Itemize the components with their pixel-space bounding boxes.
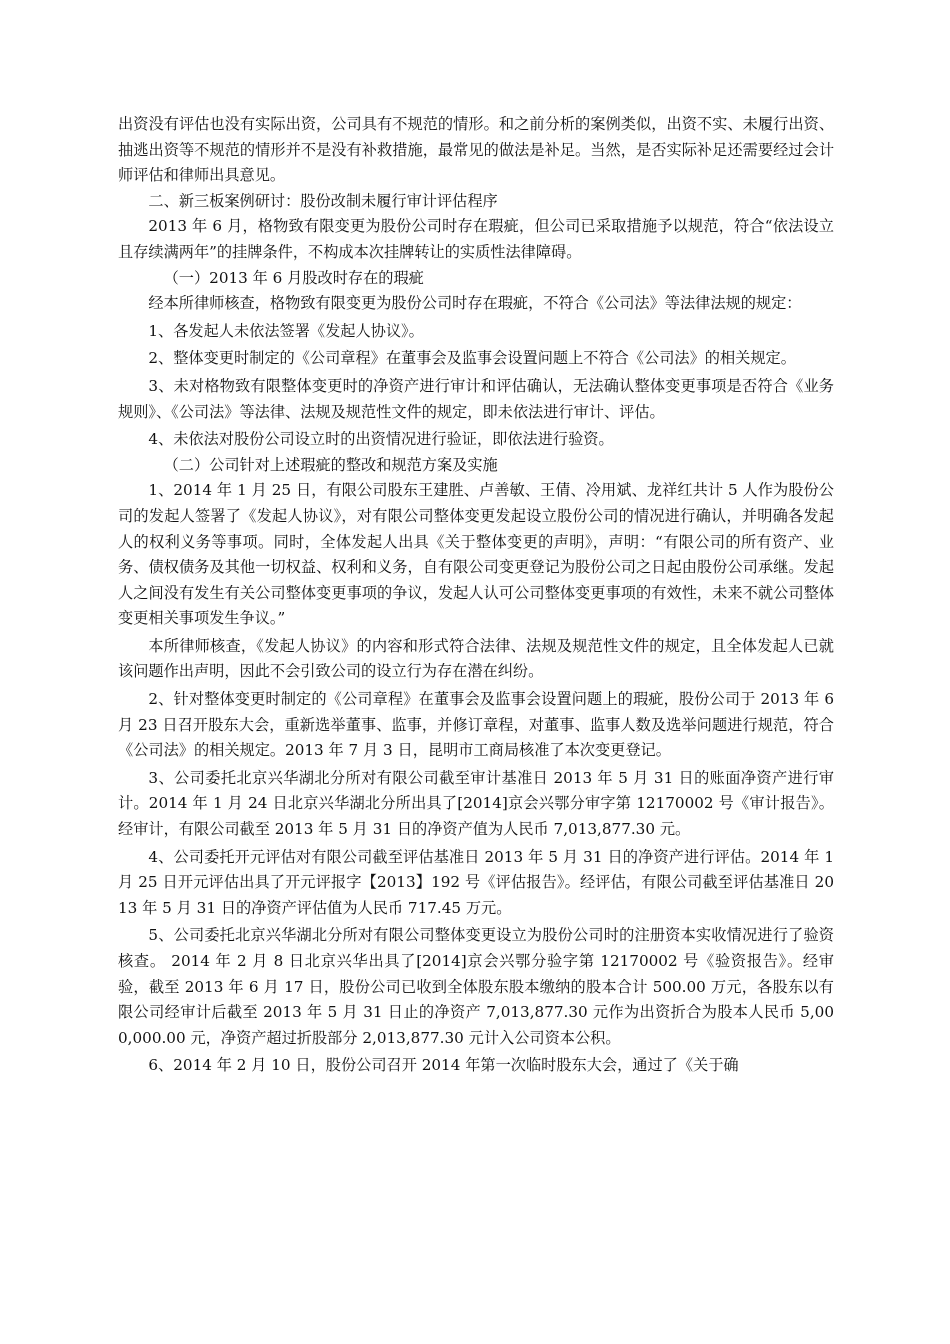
document-page: [118, 112, 834, 1079]
list-item-defect-4: 4、未依法对股份公司设立时的出资情况进行验证，即依法进行验资。: [148, 430, 614, 449]
list-item-defect-1: 1、各发起人未依法签署《发起人协议》。: [148, 321, 424, 340]
subheading-defects: （一）2013 年 6 月股改时存在的瑕疵: [163, 268, 424, 287]
list-item-remedy-5: 5、公司委托北京兴华湖北分所对有限公司整体变更设立为股份公司时的注册资本实收情况进行了验资核查。 2014 年 2 月 8 日北京兴华出具了[2014]京会兴鄂分验字第 12170002 号《验资报告》。经审验，截至 2013 年 6 月 17 日，股份公司已收到全体股东股本缴纳的股本合计 500.00 万元，各股东以有限公司经审计后截至 2013 年 5 月 31 日止的净资产 7,013,877.30 元作为出资折合为股本人民币 5,000,000.00 元，净资产超过折股部分 2,013,877.30 元计入公司资本公积。: [118, 926, 834, 1047]
paragraph-intro: 出资没有评估也没有实际出资，公司具有不规范的情形。和之前分析的案例类似，出资不实、未履行出资、抽逃出资等不规范的情形并不是没有补救措施，最常见的做法是补足。当然，是否实际补足还需要经过会计师评估和律师出具意见。: [118, 115, 834, 185]
list-item-defect-3: 3、未对格物致有限整体变更时的净资产进行审计和评估确认，无法确认整体变更事项是否符合《业务规则》、《公司法》等法律、法规及规范性文件的规定，即未依法进行审计、评估。: [118, 376, 834, 421]
list-item-defect-2: 2、整体变更时制定的《公司章程》在董事会及监事会设置问题上不符合《公司法》的相关规定。: [148, 349, 796, 368]
paragraph-verification: 经本所律师核查，格物致有限变更为股份公司时存在瑕疵，不符合《公司法》等法律法规的规定：: [148, 294, 802, 313]
list-item-remedy-3: 3、公司委托北京兴华湖北分所对有限公司截至审计基准日 2013 年 5 月 31 日的账面净资产进行审计。2014 年 1 月 24 日北京兴华湖北分所出具了[2014]京会兴鄂分审字第 12170002 号《审计报告》。经审计，有限公司截至 2013 年 5 月 31 日的净资产值为人民币 7,013,877.30 元。: [118, 768, 834, 839]
list-item-remedy-1: 1、2014 年 1 月 25 日，有限公司股东王建胜、卢善敏、王倩、冷用斌、龙祥红共计 5 人作为股份公司的发起人签署了《发起人协议》，对有限公司整体变更发起设立股份公司的情况进行确认，并明确各发起人的权利义务等事项。同时，全体发起人出具《关于整体变更的声明》，声明：“有限公司的所有资产、业务、债权债务及其他一切权益、权利和义务，自有限公司变更登记为股份公司之日起由股份公司承继。发起人之间没有发生有关公司整体变更事项的争议，发起人认可公司整体变更事项的有效性，未来不就公司整体变更相关事项发生争议。”: [118, 481, 834, 628]
paragraph-summary: 2013 年 6 月，格物致有限变更为股份公司时存在瑕疵，但公司已采取措施予以规范，符合“依法设立且存续满两年”的挂牌条件，不构成本次挂牌转让的实质性法律障碍。: [118, 217, 834, 261]
list-item-remedy-4: 4、公司委托开元评估对有限公司截至评估基准日 2013 年 5 月 31 日的净资产进行评估。2014 年 1 月 25 日开元评估出具了开元评报字【2013】192 号《评估报告》。经评估，有限公司截至评估基准日 2013 年 5 月 31 日的净资产评估值为人民币 717.45 万元。: [118, 847, 834, 917]
list-item-remedy-2: 2、针对整体变更时制定的《公司章程》在董事会及监事会设置问题上的瑕疵，股份公司于 2013 年 6 月 23 日召开股东大会，重新选举董事、监事，并修订章程，对董事、监事人数及选举问题进行规范，符合《公司法》的相关规定。2013 年 7 月 3 日，昆明市工商局核准了本次变更登记。: [118, 690, 834, 760]
list-item-remedy-6: 6、2014 年 2 月 10 日，股份公司召开 2014 年第一次临时股东大会，通过了《关于确: [148, 1056, 739, 1075]
paragraph-lawyer-opinion: 本所律师核查，《发起人协议》的内容和形式符合法律、法规及规范性文件的规定，且全体发起人已就该问题作出声明，因此不会引致公司的设立行为存在潜在纠纷。: [118, 636, 834, 681]
section-heading-case-study: 二、新三板案例研讨：股份改制未履行审计评估程序: [148, 191, 498, 210]
subheading-remediation: （二）公司针对上述瑕疵的整改和规范方案及实施: [163, 455, 498, 474]
